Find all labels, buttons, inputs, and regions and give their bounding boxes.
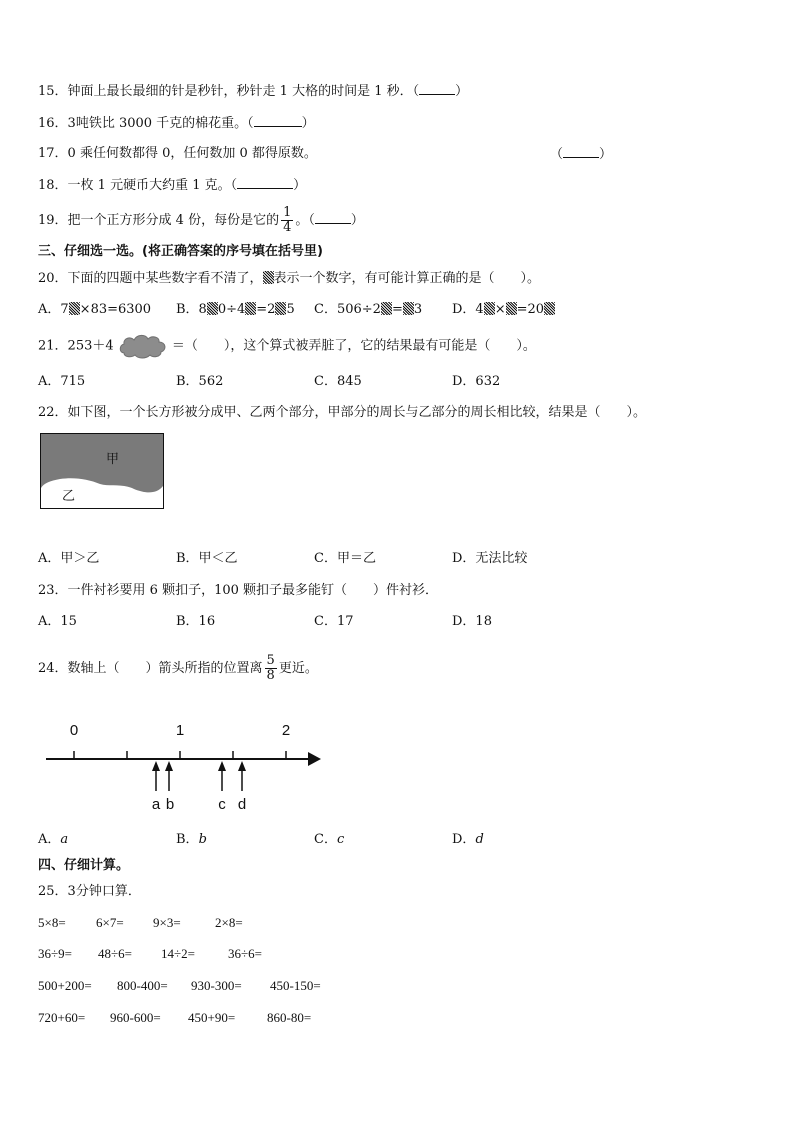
number-line [40,715,330,820]
axis-label-0: 0 [69,722,79,739]
q21-option-c[interactable]: C．845 [314,374,362,389]
q22-option-b[interactable]: B．甲＜乙 [176,551,238,566]
calc-item: 36÷9= [38,946,72,961]
q24-option-b[interactable]: B．b [176,832,207,847]
smudge-icon [69,302,80,315]
q23-option-d[interactable]: D．18 [452,614,492,629]
calc-item: 14÷2= [161,946,195,961]
q20-option-c[interactable]: C．506÷2 = 3 [314,302,423,317]
calc-item: 860-80= [267,1010,312,1025]
q20-option-b[interactable]: B．8 0÷4 =2 5 [176,302,295,317]
arrow-label-b: b [165,796,175,813]
calc-item: 800-400= [117,978,168,993]
smudge-icon [506,302,517,315]
smudge-icon [263,271,274,284]
section-3-heading: 三、仔细选一选。(将正确答案的序号填在括号里) [38,244,323,259]
question-18: 18．一枚 1 元硬币大约重 1 克。（ ） [38,178,307,193]
calc-item: 450-150= [270,978,321,993]
axis-label-1: 1 [175,722,185,739]
q23-option-a[interactable]: A．15 [38,614,77,629]
arrow-label-d: d [237,796,247,813]
answer-blank[interactable] [254,114,302,127]
question-17: 17．0 乘任何数都得 0，任何数加 0 都得原数。 [38,146,317,161]
question-15: 15．钟面上最长最细的针是秒针，秒针走 1 大格的时间是 1 秒．（ ） [38,84,469,99]
calc-item: 2×8= [215,915,243,930]
smudge-icon [381,302,392,315]
answer-blank[interactable] [419,82,455,95]
arrow-label-a: a [151,796,161,813]
calc-item: 48÷6= [98,946,132,961]
q21-option-b[interactable]: B．562 [176,374,224,389]
fraction-one-quarter: $\frac{1}{4}$ [283,205,292,235]
label-yi: 乙 [62,488,76,503]
q23-option-b[interactable]: B．16 [176,614,216,629]
calc-item: 450+90= [188,1010,236,1025]
question-25: 25．3分钟口算． [38,884,141,899]
arrow-label-c: c [218,796,226,813]
question-17-answer: （ ） [550,147,613,162]
answer-blank[interactable] [563,145,599,158]
arrow-d-icon [238,761,246,791]
question-20: 20．下面的四题中某些数字看不清了， 表示一个数字，有可能计算正确的是（ ）。 [38,271,541,286]
calc-item: 720+60= [38,1010,86,1025]
axis-arrowhead-icon [308,752,321,766]
arrow-a-icon [152,761,160,791]
q24-option-d[interactable]: D．d [452,832,484,847]
q24-option-c[interactable]: C．c [314,832,345,847]
calc-item: 6×7= [96,915,124,930]
calc-item: 36÷6= [228,946,262,961]
question-22: 22．如下图，一个长方形被分成甲、乙两个部分，甲部分的周长与乙部分的周长相比较，结果是（ ）。 [38,405,647,420]
q20-option-a[interactable]: A．7 ×83=6300 [38,302,152,317]
fraction-five-eighths: $\frac{5}{8}$ [266,653,275,683]
calc-item: 960-600= [110,1010,161,1025]
smudge-icon [544,302,555,315]
q20-option-d[interactable]: D．4 × =20 [452,301,555,319]
arrow-b-icon [165,761,173,791]
q23-option-c[interactable]: C．17 [314,614,354,629]
q21-option-d[interactable]: D．632 [452,374,501,389]
calc-item: 5×8= [38,915,66,930]
calc-item: 930-300= [191,978,242,993]
answer-blank[interactable] [315,211,351,224]
q21-option-a[interactable]: A．715 [38,374,86,389]
rectangle-figure [40,433,165,510]
q22-option-a[interactable]: A．甲＞乙 [38,551,100,566]
calc-item: 9×3= [153,915,181,930]
smudge-icon [207,302,218,315]
section-4-heading: 四、仔细计算。 [38,858,130,873]
answer-blank[interactable] [237,176,293,189]
calc-item: 500+200= [38,978,92,993]
arrow-c-icon [218,761,226,791]
smudge-icon [484,302,495,315]
cloud-smudge-icon [118,333,168,359]
label-jia: 甲 [106,451,120,466]
question-16: 16．3吨铁比 3000 千克的棉花重。（ ） [38,116,315,131]
question-23: 23．一件衬衫要用 6 颗扣子，100 颗扣子最多能钉（ ）件衬衫． [38,583,439,598]
question-19: 19．把一个正方形分成 4 份，每份是它的 $\frac{1}{4}$ 。（ ） [38,205,364,235]
smudge-icon [275,302,286,315]
q22-option-d[interactable]: D．无法比较 [452,551,528,566]
question-21: 21．253＋4 ＝（ ），这个算式被弄脏了，它的结果最有可能是（ ）。 [38,333,536,360]
q24-option-a[interactable]: A．a [38,832,69,847]
smudge-icon [403,302,414,315]
axis-label-2: 2 [281,722,291,739]
question-24: 24．数轴上（ ）箭头所指的位置离 $\frac{5}{8}$ 更近。 [38,653,318,683]
smudge-icon [245,302,256,315]
q22-option-c[interactable]: C．甲＝乙 [314,551,376,566]
